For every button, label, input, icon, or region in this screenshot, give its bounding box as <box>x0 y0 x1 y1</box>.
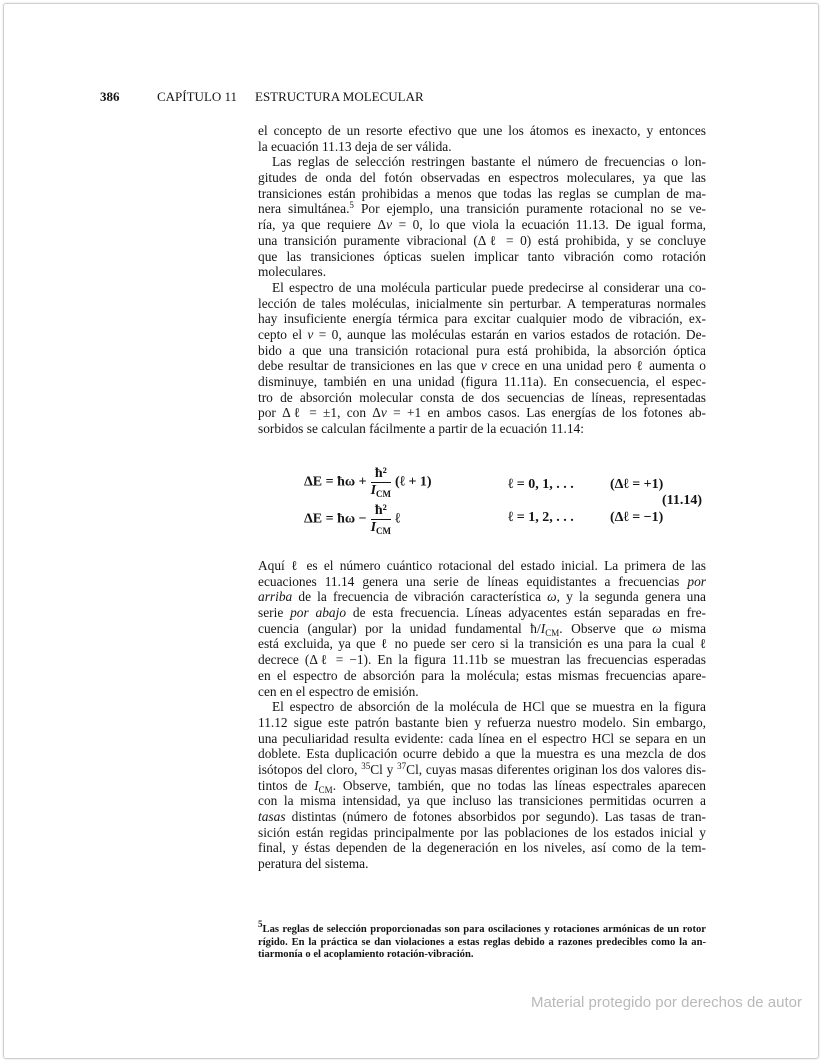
footnote-line: rígido. En la práctica se dan violaciones a estas reglas debido a razones predecibles como la an- <box>258 936 706 948</box>
text-line <box>258 762 706 778</box>
text-run: 5 <box>258 919 263 929</box>
text-run: serie <box>258 605 291 621</box>
text-run: Por ejemplo, una transición puramente rotacional no se ve- <box>353 201 706 217</box>
numerator: ħ² <box>371 466 391 483</box>
text-run: = 0, aunque las moléculas estarán en varios estados de rotación. De- <box>313 326 706 342</box>
fraction <box>371 503 391 536</box>
text-run: v <box>386 217 393 233</box>
text-line: una peculiaridad resulta evidente: cada línea en el espectro HCl se separa en un <box>258 730 706 746</box>
body-text-bottom <box>258 558 706 872</box>
fraction <box>371 466 391 499</box>
text-run: ω <box>547 589 557 605</box>
text-line: decrece (Δℓ = −1). En la figura 11.11b se muestran las frecuencias esperadas <box>258 652 706 668</box>
text-line: hay insuficiente energía térmica para excitar cualquier modo de vibración, ex- <box>258 311 706 327</box>
paragraph <box>258 154 706 280</box>
text-run: = 0, lo que viola la ecuación 11.13. De igual forma, <box>392 217 706 233</box>
text-run: ecuaciones 11.14 genera una serie de líneas equidistantes a frecuencias <box>258 573 688 589</box>
text-run: . Observe que <box>559 620 653 636</box>
text-run: debe resultar de transiciones en las que <box>258 358 481 374</box>
text-line: tro de absorción molecular consta de dos secuencias de líneas, representadas <box>258 389 706 405</box>
paragraph <box>258 123 706 154</box>
equation-row-2 <box>304 503 400 536</box>
footnote-line: tiarmonía o el acoplamiento rotación-vibración. <box>258 949 474 960</box>
text-line: El espectro de una molécula particular puede predecirse al considerar una co- <box>272 279 706 295</box>
text-line: que las transiciones ópticas suelen implicar tanto vibración como rotación <box>258 248 706 264</box>
text-line <box>258 621 706 637</box>
text-line: Las reglas de selección restringen bastante el número de frecuencias o lon- <box>272 154 706 170</box>
text-line: transiciones están prohibidas a menos que todas las reglas se cumplan de ma- <box>258 185 706 201</box>
text-run: CM <box>318 784 333 795</box>
text-line: cen en el espectro de emisión. <box>258 683 419 699</box>
text-run: ría, ya que requiere Δ <box>258 217 387 233</box>
text-run: Las reglas de selección proporcionadas son para oscilaciones y rotaciones armónicas de un rotor <box>262 924 706 935</box>
text-run: CM <box>545 627 560 638</box>
footnote-line <box>258 919 706 937</box>
text-run: v <box>380 405 387 421</box>
text-run: v <box>307 326 314 342</box>
text-line <box>258 778 706 794</box>
text-run: . Observe, también, que no todas las líneas espectrales aparecen <box>332 777 706 793</box>
text-line: 11.12 sigue este patrón bastante bien y refuerza nuestro modelo. Sin embargo, <box>258 714 706 730</box>
text-run: cepto el <box>258 326 308 342</box>
page-number: 386 <box>100 89 120 104</box>
text-line: el concepto de un resorte efectivo que une los átomos es inexacto, y entonces <box>258 123 706 138</box>
text-line: la ecuación 11.13 deja de ser válida. <box>258 138 452 154</box>
text-line <box>258 574 706 590</box>
text-line <box>258 809 706 825</box>
text-run: Cl y <box>370 761 398 777</box>
text-run: distintas (número de fotones absorbidos por segundo). Las tasas de tran- <box>285 809 706 824</box>
text-line <box>258 405 706 421</box>
numerator: ħ² <box>371 503 391 520</box>
text-line <box>258 217 706 233</box>
equation-row-1 <box>304 466 432 499</box>
text-run: cuencia (angular) por la unidad fundamental ħ/ <box>258 620 541 636</box>
text-line: lección de tales moléculas, inicialmente sin perturbar. A temperaturas normales <box>258 295 706 311</box>
eq-rule-1: (Δℓ = +1) <box>610 477 664 492</box>
text-run: nera simultánea. <box>258 201 350 217</box>
eq-tail: ℓ <box>395 511 401 527</box>
copyright-watermark: Material protegido por derechos de autor <box>531 994 802 1011</box>
text-run: 5 <box>349 200 354 211</box>
eq-lhs: ΔE = ħω + <box>304 474 367 490</box>
text-run: misma <box>661 620 707 636</box>
text-run: ω <box>652 620 662 636</box>
text-line: bido a que una transición rotacional pura está prohibida, la absorción óptica <box>258 342 706 358</box>
text-line: El espectro de absorción de la molécula de HCl que se muestra en la figura <box>272 699 706 715</box>
text-line: disminuye, también en una unidad (figura 11.11a). En consecuencia, el espec- <box>258 374 706 389</box>
denominator: I <box>370 520 377 535</box>
chapter-label: CAPÍTULO 11 <box>157 89 238 104</box>
eq-range-1: ℓ = 0, 1, . . . <box>508 477 574 492</box>
eq-range-2: ℓ = 1, 2, . . . <box>508 510 574 525</box>
text-line <box>258 605 706 621</box>
text-line: final, y éstas dependen de la degeneración en los niveles, así como de la tem- <box>258 840 706 856</box>
text-run: de la frecuencia de vibración característica <box>292 589 548 605</box>
text-run: 37 <box>397 760 407 771</box>
text-line: una transición puramente vibracional (Δℓ = 0) está prohibida, y se concluye <box>258 232 706 248</box>
text-line: gitudes de onda del fotón observadas en espectros moleculares, ya que las <box>258 170 706 186</box>
text-line: doblete. Esta duplicación ocurre debido a que la muestra es una mezcla de dos <box>258 746 706 762</box>
paragraph <box>258 558 706 699</box>
text-run: por abajo <box>290 605 347 621</box>
text-line: sición están regidas principalmente por las poblaciones de los estados inicial y <box>258 824 706 840</box>
text-run: tasas <box>258 809 286 824</box>
text-run: crece en una unidad pero ℓ aumenta o <box>486 358 706 374</box>
eq-tail: (ℓ + 1) <box>395 474 432 490</box>
eq-rule-2: (Δℓ = −1) <box>610 510 664 525</box>
text-run: = +1 en ambos casos. Las energías de los fotones ab- <box>386 405 707 421</box>
text-line: moleculares. <box>258 264 327 280</box>
footnote <box>258 919 706 962</box>
text-line <box>258 201 706 217</box>
text-line: en el espectro de absorción para la molécula; estas mismas frecuencias apare- <box>258 667 706 683</box>
text-line: Aquí ℓ es el número cuántico rotacional del estado inicial. La primera de las <box>258 558 706 573</box>
text-run: , y la segunda genera una <box>556 589 706 605</box>
text-run: por <box>687 573 706 589</box>
denominator-sub: CM <box>376 489 392 499</box>
text-line <box>258 358 706 374</box>
denominator-sub: CM <box>376 526 392 536</box>
text-run: tintos de <box>258 777 315 793</box>
text-run: isótopos del cloro, <box>258 761 362 777</box>
eq-lhs: ΔE = ħω − <box>304 511 367 527</box>
text-line: sorbidos se calculan fácilmente a partir de la ecuación 11.14: <box>258 421 584 437</box>
text-run: I <box>540 620 546 636</box>
text-line <box>258 327 706 343</box>
text-line <box>258 589 706 605</box>
text-run: arriba <box>258 589 293 605</box>
text-run: por Δℓ = ±1, con Δ <box>258 405 381 421</box>
text-run: v <box>480 358 487 374</box>
text-run: Cl, cuyas masas diferentes originan los dos valores dis- <box>406 761 706 777</box>
text-line: con la misma intensidad, ya que incluso las transiciones permitidas ocurren a <box>258 793 706 809</box>
body-text-top <box>258 123 706 437</box>
text-run: de esta frecuencia. Líneas adyacentes están separadas en fre- <box>346 605 706 621</box>
equation-number: (11.14) <box>662 493 703 508</box>
chapter-title: ESTRUCTURA MOLECULAR <box>255 89 424 104</box>
text-run: I <box>314 777 319 793</box>
text-line: peratura del sistema. <box>258 856 369 872</box>
text-line: está excluida, ya que ℓ no puede ser cero si la transición es una para la cual ℓ <box>258 636 706 652</box>
denominator: I <box>370 483 377 498</box>
paragraph <box>258 699 706 872</box>
paragraph <box>258 280 706 437</box>
text-run: 35 <box>361 760 371 771</box>
